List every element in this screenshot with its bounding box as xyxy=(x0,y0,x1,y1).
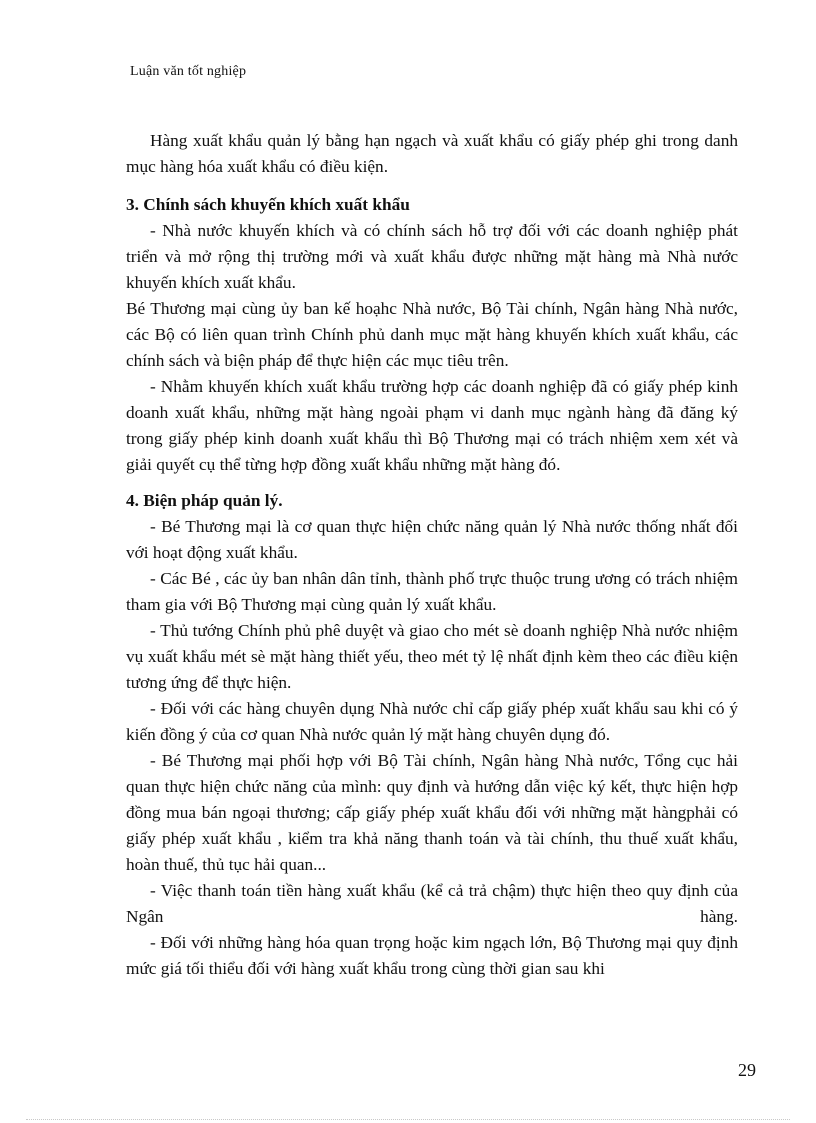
paragraph-prime-minister: - Thủ tướng Chính phủ phê duyệt và giao cho mét sè doanh nghiệp Nhà nước nhiệm vụ xuất khẩu mét sè mặt hàng thiết yếu, theo mét tỷ lệ nhất định kèm theo các điều kiện tương ứng để thực hiện. xyxy=(126,621,738,692)
paragraph-payment: - Việc thanh toán tiền hàng xuất khẩu (kể cả trả chậm) thực hiện theo quy định của Ngân hàng. xyxy=(126,881,738,926)
body-text xyxy=(126,128,738,982)
running-header: Luận văn tốt nghiệp xyxy=(130,64,247,79)
paragraph-specialized-goods: - Đối với các hàng chuyên dụng Nhà nước chỉ cấp giấy phép xuất khẩu sau khi có ý kiến đồng ý của cơ quan Nhà nước quản lý mặt hàng chuyên dụng đó. xyxy=(126,699,738,744)
section-heading-management-measures: 4. Biện pháp quản lý. xyxy=(126,491,283,510)
paragraph-ministry-coordination: - Bé Thương mại phối hợp với Bộ Tài chính, Ngân hàng Nhà nước, Tổng cục hải quan thực hiện chức năng của mình: quy định và hướng dẫn việc ký kết, thực hiện hợp đồng mua bán ngoại thương; cấp giấy phép xuất khẩu đối với những mặt hàngphải có giấy phép xuất khẩu , kiểm tra khả năng thanh toán và tài chính, thu thuế xuất khẩu, hoàn thuế, thủ tục hải quan... xyxy=(126,751,738,874)
section-heading-export-promotion: 3. Chính sách khuyến khích xuất khẩu xyxy=(126,195,410,214)
paragraph-state-support: - Nhà nước khuyến khích và có chính sách hỗ trợ đối với các doanh nghiệp phát triển và mở rộng thị trường mới và xuất khẩu được những mặt hàng mà Nhà nước khuyến khích xuất khẩu. xyxy=(126,221,738,292)
paragraph-provinces-role: - Các Bé , các ủy ban nhân dân tỉnh, thành phố trực thuộc trung ương có trách nhiệm tham gia với Bộ Thương mại cùng quản lý xuất khẩu. xyxy=(126,569,738,614)
paragraph-ministry-list: Bé Thương mại cùng ủy ban kế hoạhc Nhà nước, Bộ Tài chính, Ngân hàng Nhà nước, các Bộ có liên quan trình Chính phủ danh mục mặt hàng khuyến khích xuất khẩu, các chính sách và biện pháp để thực hiện các mục tiêu trên. xyxy=(126,299,738,370)
paragraph-license-scope: - Nhằm khuyến khích xuất khẩu trường hợp các doanh nghiệp đã có giấy phép kinh doanh xuất khẩu, những mặt hàng ngoài phạm vi danh mục ngành hàng đã đăng ký trong giấy phép kinh doanh xuất khẩu thì Bộ Thương mại có trách nhiệm xem xét và giải quyết cụ thể từng hợp đồng xuất khẩu những mặt hàng đó. xyxy=(126,377,738,474)
paragraph-ministry-role: - Bé Thương mại là cơ quan thực hiện chức năng quản lý Nhà nước thống nhất đối với hoạt động xuất khẩu. xyxy=(126,517,738,562)
page-number: 29 xyxy=(738,1060,756,1080)
paragraph-minimum-price: - Đối với những hàng hóa quan trọng hoặc kim ngạch lớn, Bộ Thương mại quy định mức giá tối thiểu đối với hàng xuất khẩu trong cùng thời gian sau khi xyxy=(126,933,738,978)
footer-divider xyxy=(26,1119,790,1120)
paragraph-export-quota: Hàng xuất khẩu quản lý bằng hạn ngạch và xuất khẩu có giấy phép ghi trong danh mục hàng hóa xuất khẩu có điều kiện. xyxy=(126,131,738,176)
